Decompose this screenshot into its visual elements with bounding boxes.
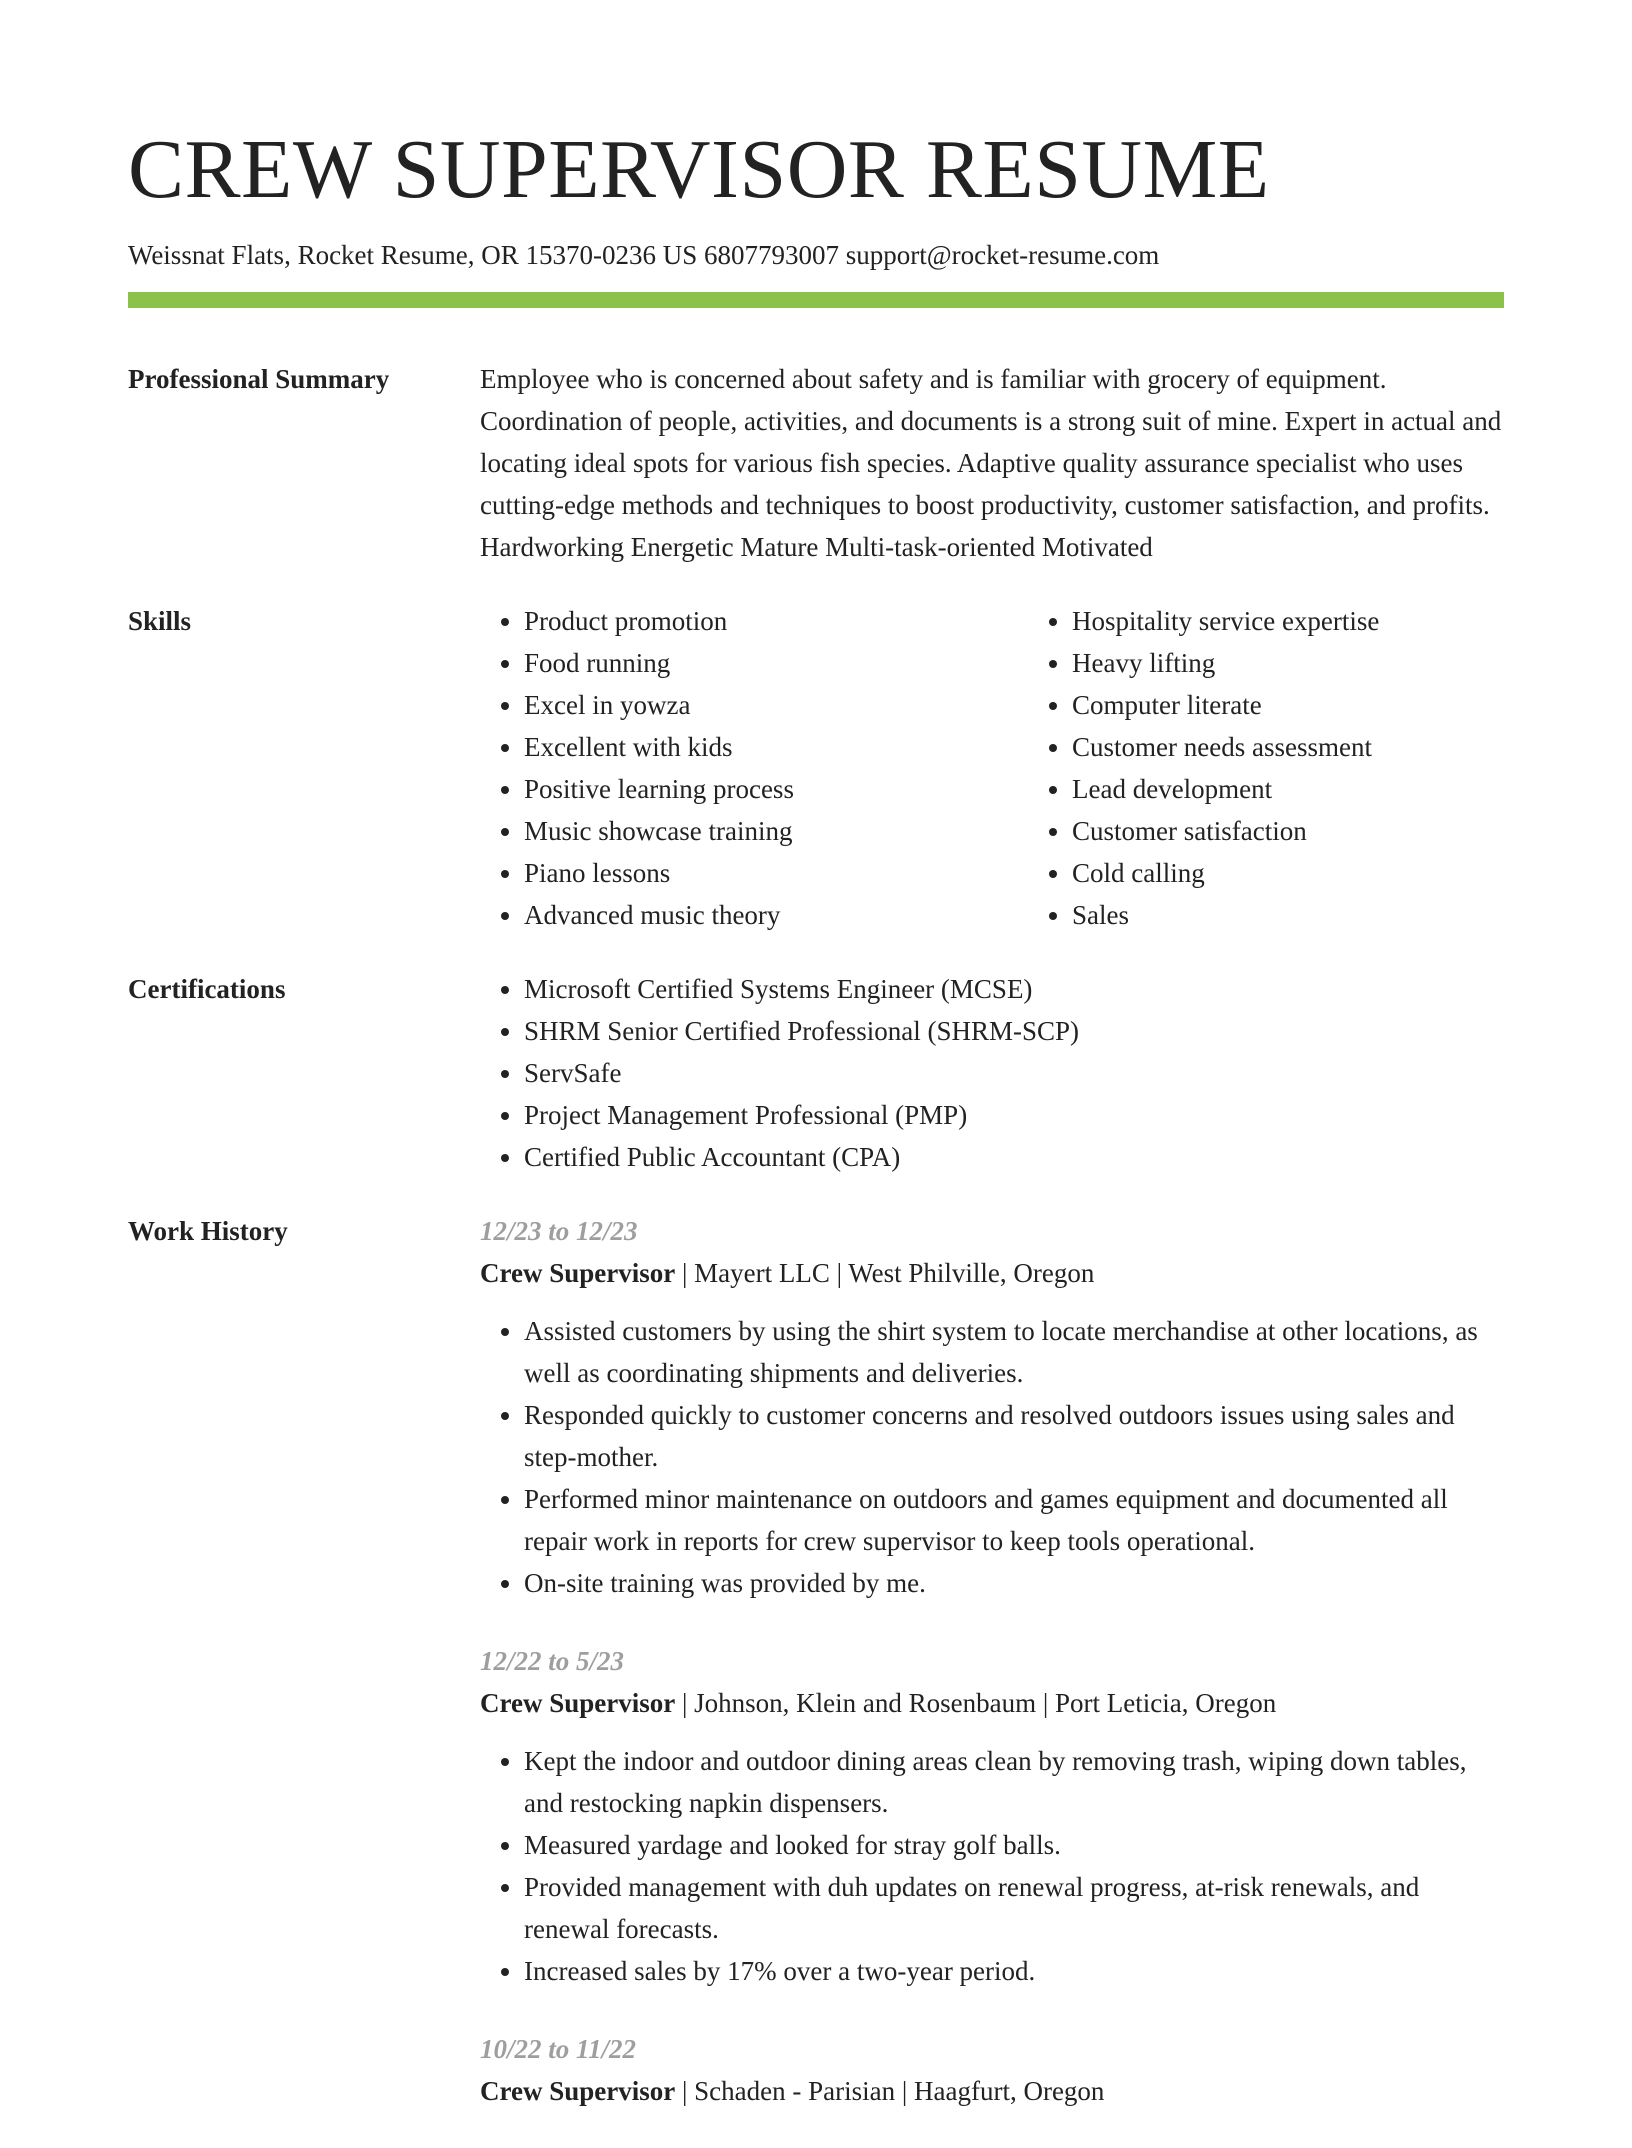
job-heading [480,1682,1504,1724]
work-history-section [128,1210,1504,2148]
skill-item: • Product promotion [524,600,1028,642]
skill-item: • Customer needs assessment [1072,726,1576,768]
job-duties [480,1740,1504,1992]
certification-item: • Microsoft Certified Systems Engineer (MCSE) [524,968,1504,1010]
skill-item: • Heavy lifting [1072,642,1576,684]
job-duty-item: • Responded quickly to customer concerns and resolved outdoors issues using sales and step-mother. [524,1394,1504,1478]
job-dates: 12/23 to 12/23 [480,1216,638,1246]
job-duty-item: • Performed minor maintenance on outdoors and games equipment and documented all repair work in reports for crew supervisor to keep tools operational. [524,1478,1504,1562]
skill-item: • Excellent with kids [524,726,1028,768]
section-label-summary: Professional Summary [128,364,390,394]
skill-item: • Hospitality service expertise [1072,600,1576,642]
summary-section [128,358,1504,568]
job-employer-location: | Schaden - Parisian | Haagfurt, Oregon [675,2076,1105,2106]
header-divider [128,292,1504,308]
skills-body [480,600,1576,936]
skill-item: • Customer satisfaction [1072,810,1576,852]
skills-column-1 [480,600,1028,936]
resume-title: CREW SUPERVISOR RESUME [128,123,1270,216]
section-label-skills: Skills [128,606,192,636]
section-label-work-history: Work History [128,1216,288,1246]
job-heading [480,2070,1504,2112]
skill-item: • Piano lessons [524,852,1028,894]
certifications-section [128,968,1504,1178]
skill-item: • Advanced music theory [524,894,1028,936]
job-duty-item: • On-site training was provided by me. [524,1562,1504,1604]
certification-item: • Certified Public Accountant (CPA) [524,1136,1504,1178]
job-entry [480,1640,1504,1992]
section-label-certifications: Certifications [128,974,286,1004]
job-title: Crew Supervisor [480,1258,676,1288]
skill-item: • Lead development [1072,768,1576,810]
job-duty-item: • Kept the indoor and outdoor dining areas clean by removing trash, wiping down tables, and restocking napkin dispensers. [524,1740,1504,1824]
summary-text: Employee who is concerned about safety and is familiar with grocery of equipment. Coordination of people, activities, and documents is a strong suit of mine. Expert in actual and locating ideal spots for various fish species. Adaptive quality assurance specialist who uses cutting-edge methods and techniques to boost productivity, customer satisfaction, and profits. Hardworking Energetic Mature Multi-task-oriented Motivated [480,364,1502,562]
job-duties [480,1310,1504,1604]
skills-grid [480,600,1576,936]
skill-item: • Positive learning process [524,768,1028,810]
skill-item: • Sales [1072,894,1576,936]
certifications-body [480,968,1504,1178]
job-employer-location: | Mayert LLC | West Philville, Oregon [675,1258,1095,1288]
job-title: Crew Supervisor [480,2076,676,2106]
certification-item: • Project Management Professional (PMP) [524,1094,1504,1136]
certification-item: • ServSafe [524,1052,1504,1094]
contact-line: Weissnat Flats, Rocket Resume, OR 15370-0236 US 6807793007 support@rocket-resume.com [128,240,1160,270]
job-dates: 10/22 to 11/22 [480,2034,637,2064]
certification-item: • SHRM Senior Certified Professional (SHRM-SCP) [524,1010,1504,1052]
skills-section [128,600,1504,936]
skill-item: • Excel in yowza [524,684,1028,726]
job-entry [480,2028,1504,2112]
job-title: Crew Supervisor [480,1688,676,1718]
skill-item: • Food running [524,642,1028,684]
job-duty-item: • Increased sales by 17% over a two-year period. [524,1950,1504,1992]
skill-item: • Cold calling [1072,852,1576,894]
job-dates: 12/22 to 5/23 [480,1646,625,1676]
job-duty-item: • Provided management with duh updates on renewal progress, at-risk renewals, and renewal forecasts. [524,1866,1504,1950]
skill-item: • Music showcase training [524,810,1028,852]
job-duty-item: • Assisted customers by using the shirt system to locate merchandise at other locations, as well as coordinating shipments and deliveries. [524,1310,1504,1394]
job-heading [480,1252,1504,1294]
job-duty-item: • Measured yardage and looked for stray golf balls. [524,1824,1504,1866]
job-employer-location: | Johnson, Klein and Rosenbaum | Port Leticia, Oregon [675,1688,1277,1718]
skills-column-2 [1028,600,1576,936]
work-history-body [480,1210,1504,2148]
job-entry [480,1210,1504,1604]
skill-item: • Computer literate [1072,684,1576,726]
certifications-list [480,968,1504,1178]
